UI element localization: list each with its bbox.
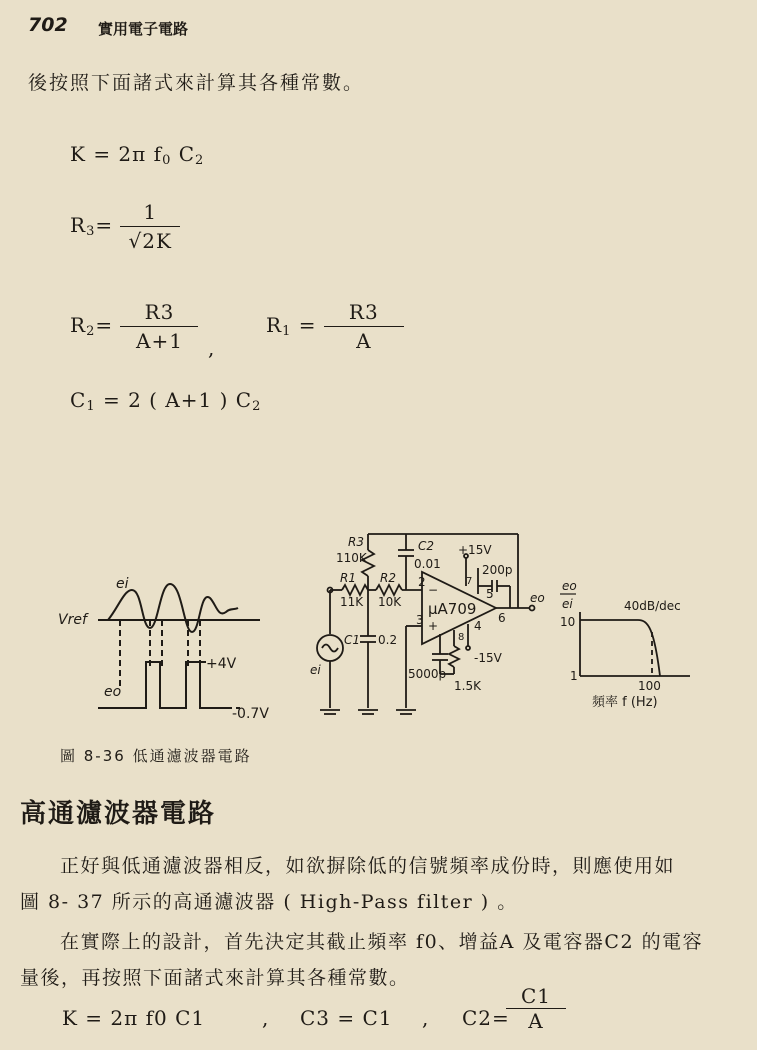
waveform-low-label: -0.7V: [232, 706, 269, 722]
svg-text:3: 3: [416, 613, 424, 627]
equation-k-bottom: K = 2π f0 C1: [62, 1006, 206, 1030]
figure-low-pass-filter: [0, 528, 757, 738]
svg-text:+: +: [428, 619, 439, 633]
bottom-comma-1: ,: [262, 1006, 270, 1030]
equation-c2-fraction: C1 A: [506, 984, 566, 1033]
book-title: 實用電子電路: [98, 20, 189, 38]
svg-text:100: 100: [638, 679, 661, 693]
svg-text:4: 4: [474, 619, 482, 633]
paragraph-1-line-2: 圖 8- 37 所示的高通濾波器 ( High-Pass filter ) 。: [20, 891, 518, 913]
svg-text:5: 5: [486, 587, 494, 601]
waveform-vref-label: Vref: [58, 612, 87, 628]
response-curve: [580, 620, 660, 676]
equation-r2: $R_2=$ $\frac{R3}{A+1}$: [70, 300, 198, 353]
svg-text:1: 1: [570, 669, 578, 683]
paragraph-2-line-2: 量後，再按照下面諸式來計算其各種常數。: [20, 967, 410, 989]
equation-c1: $C_1 = 2$ ( A+1 ) $C_2$: [70, 388, 262, 414]
waveform-high-label: +4V: [206, 656, 237, 672]
svg-text:40dB/dec: 40dB/dec: [624, 599, 681, 613]
equation-comma: ,: [208, 336, 216, 360]
section-heading: 高通濾波器電路: [20, 799, 217, 829]
svg-text:8: 8: [458, 632, 465, 643]
svg-text:ei: ei: [310, 663, 321, 677]
paragraph-1-line-1: 正好與低通濾波器相反，如欲摒除低的信號頻率成份時，則應使用如: [60, 855, 676, 877]
svg-text:頻率 f (Hz): 頻率 f (Hz): [592, 695, 658, 710]
figure-caption: 圖 8-36 低通濾波器電路: [60, 747, 252, 765]
page-number: 702: [28, 14, 68, 36]
equation-k: K = 2π $f_0$ $C_2$: [70, 142, 205, 168]
svg-text:110K: 110K: [336, 551, 367, 565]
resistor-r1: [342, 585, 368, 595]
svg-text:2: 2: [418, 575, 426, 589]
svg-text:1.5K: 1.5K: [454, 679, 481, 693]
svg-text:200p: 200p: [482, 563, 513, 577]
equation-c2: C2=: [462, 1006, 510, 1030]
equation-r1: $R_1$ = $\frac{R3}{A}$: [266, 300, 404, 353]
resistor-1k5: [449, 646, 459, 667]
waveform-ei-label: ei: [116, 576, 129, 592]
svg-text:10: 10: [560, 615, 576, 629]
svg-text:eo: eo: [562, 579, 577, 593]
equation-r3: $R_3=$ $\frac{1}{√2K}$: [70, 200, 180, 253]
svg-text:7: 7: [466, 576, 473, 587]
op-amp-label: μA709: [428, 600, 477, 618]
svg-text:C1: C1: [344, 633, 361, 647]
svg-text:0.01: 0.01: [414, 557, 441, 571]
svg-text:6: 6: [498, 611, 506, 625]
svg-text:−: −: [428, 583, 439, 597]
svg-text:0.2: 0.2: [378, 633, 398, 647]
bottom-comma-2: ,: [422, 1006, 430, 1030]
svg-text:10K: 10K: [378, 595, 402, 609]
svg-text:eo: eo: [530, 591, 545, 605]
svg-text:R1: R1: [340, 571, 356, 585]
svg-text:-15V: -15V: [474, 651, 502, 665]
equation-c3: C3 = C1: [300, 1006, 393, 1030]
svg-text:ei: ei: [562, 597, 573, 611]
intro-text: 後按照下面諸式來計算其各種常數。: [28, 72, 365, 94]
svg-text:+15V: +15V: [458, 543, 492, 557]
svg-text:11K: 11K: [340, 595, 364, 609]
svg-text:C2: C2: [418, 539, 435, 553]
waveform-eo-label: eo: [104, 684, 122, 700]
svg-text:R3: R3: [348, 535, 364, 549]
svg-text:5000p: 5000p: [408, 667, 447, 681]
svg-text:R2: R2: [380, 571, 396, 585]
resistor-r2: [376, 585, 402, 595]
paragraph-2-line-1: 在實際上的設計，首先決定其截止頻率 f0、增益A 及電容器C2 的電容: [60, 931, 704, 953]
